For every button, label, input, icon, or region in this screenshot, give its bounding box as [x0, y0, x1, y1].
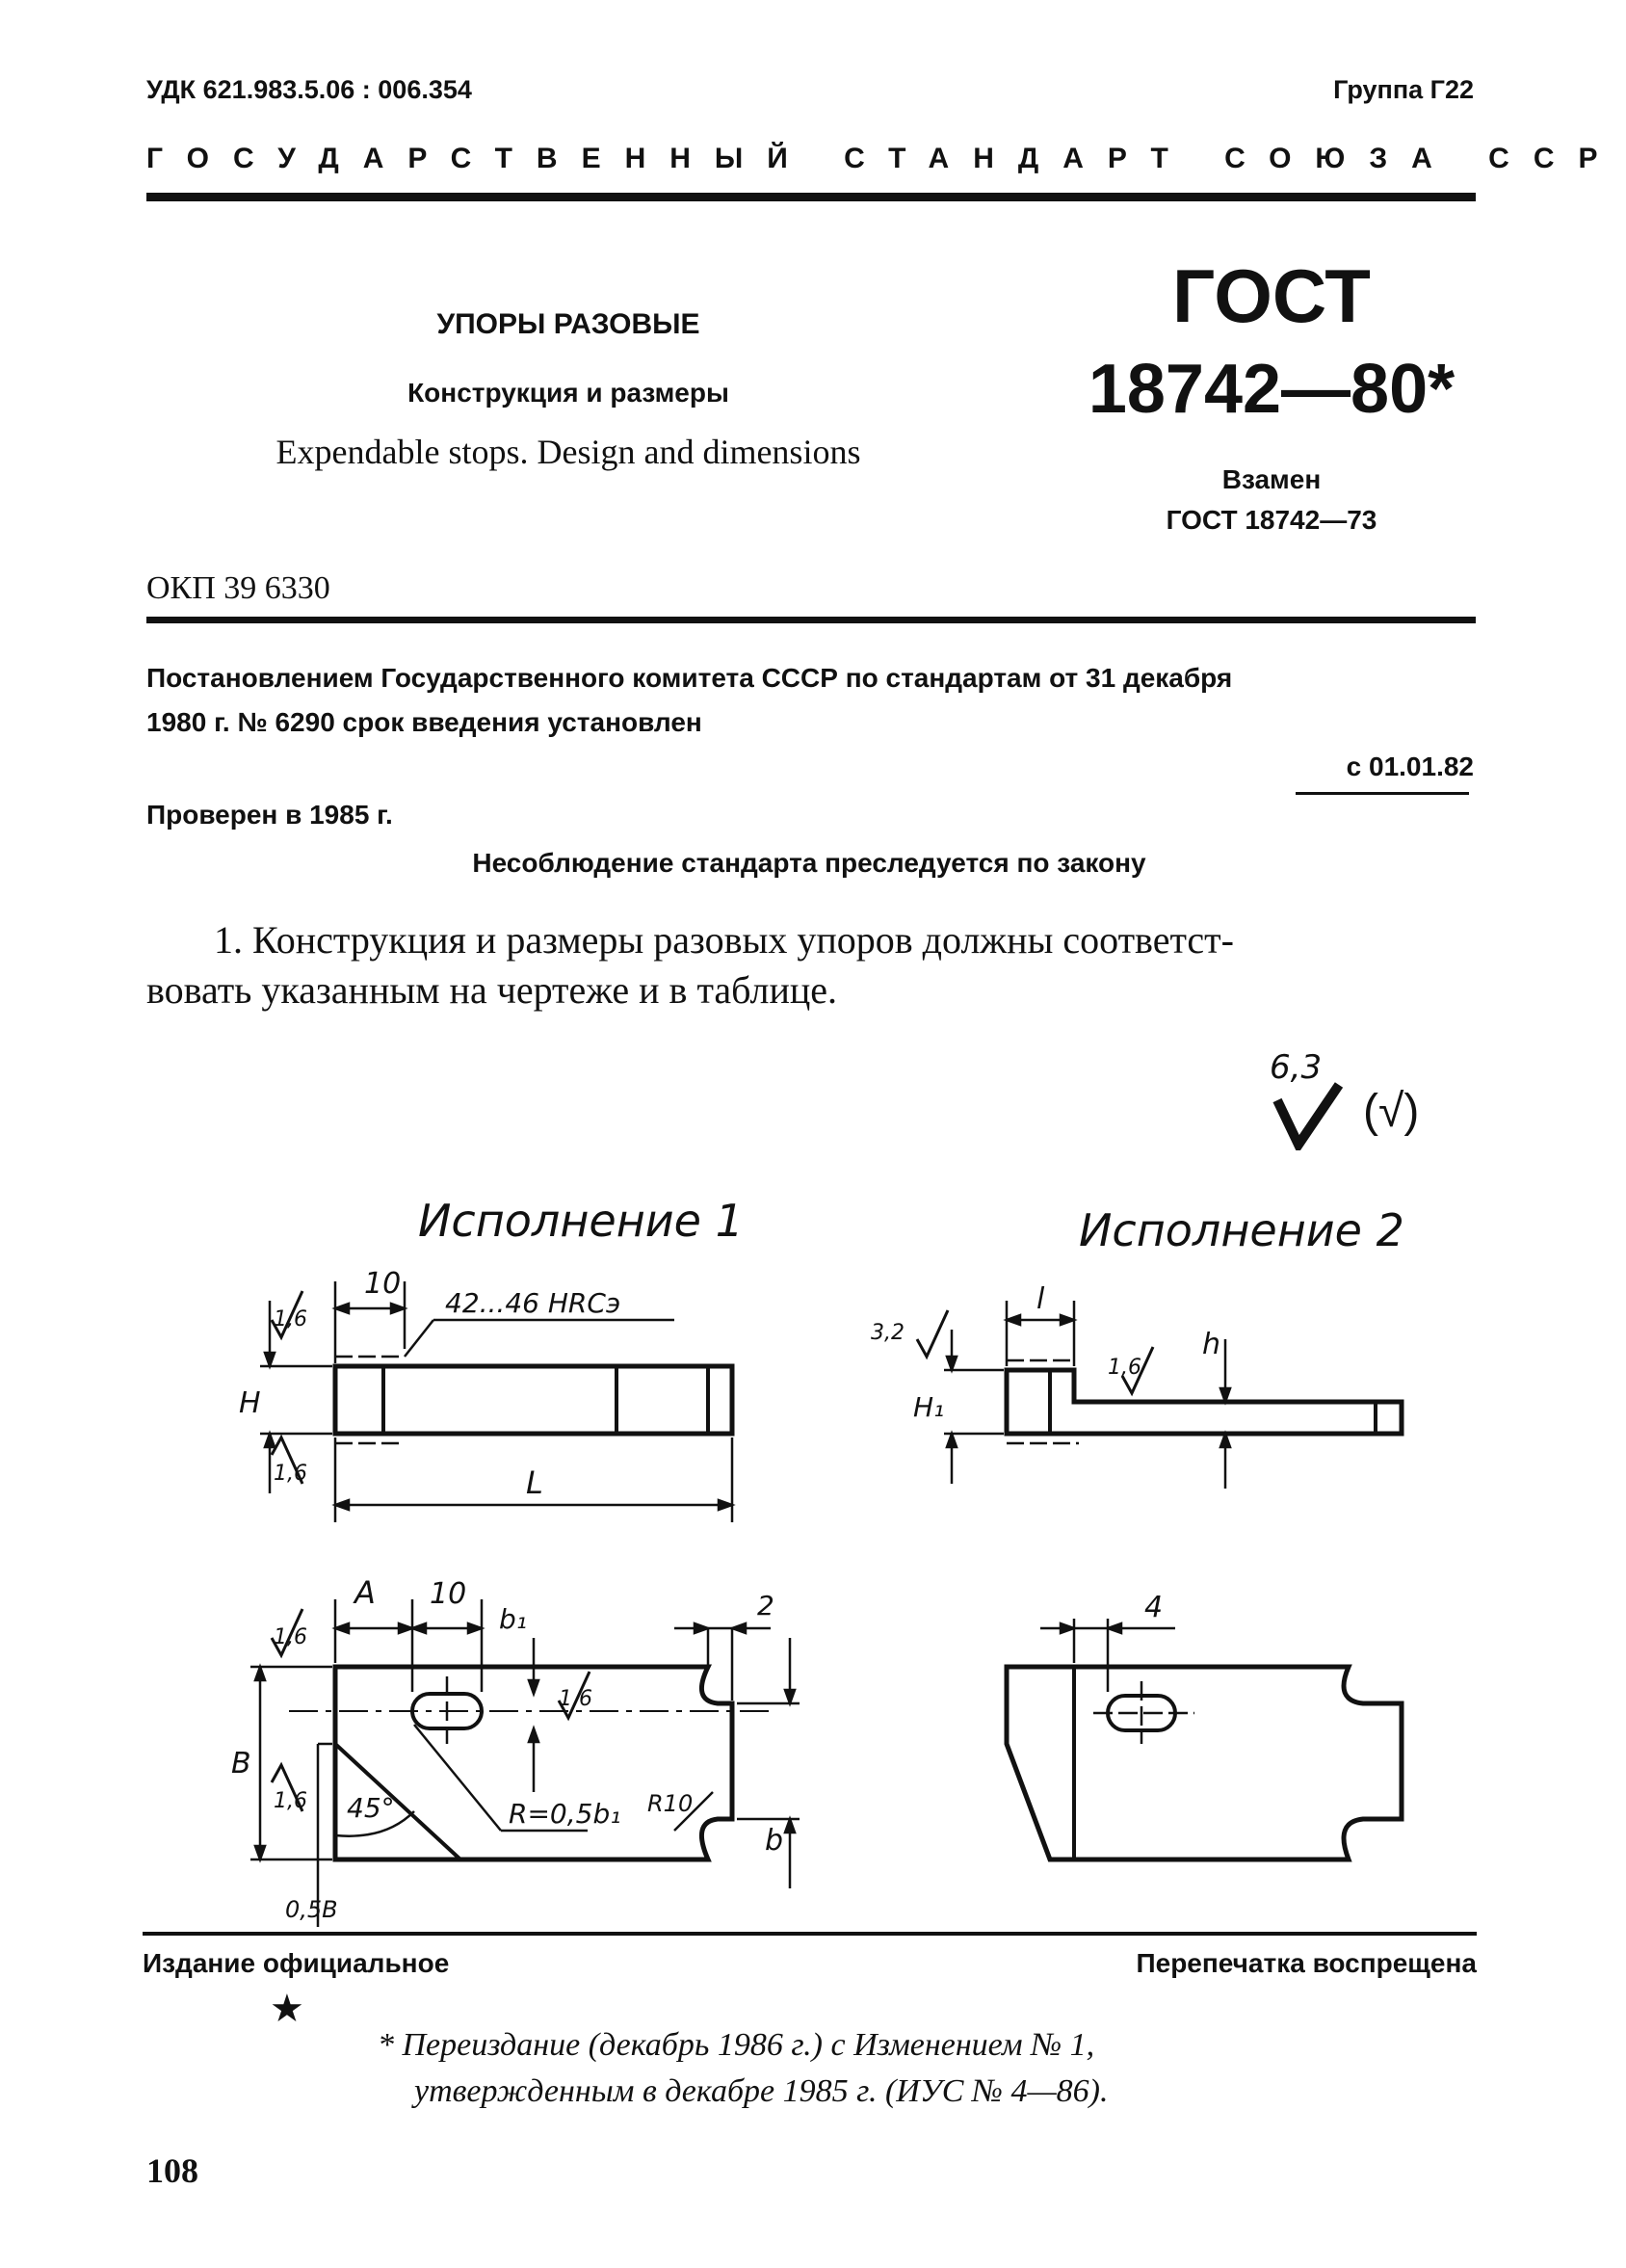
dim-A: A	[354, 1574, 376, 1611]
rough-v1-top-view-bottom: 1,6	[274, 1789, 307, 1813]
reprint-prohibited: Перепечатка воспрещена	[1136, 1948, 1477, 1978]
v2-top-body	[1007, 1667, 1402, 1859]
angle-45: 45°	[347, 1792, 395, 1824]
paragraph-line2: вовать указанным на чертеже и в таблице.	[146, 968, 838, 1012]
footer-rule	[143, 1932, 1477, 1936]
paragraph-line1: 1. Конструкция и размеры разовых упоров должны соответст-	[214, 918, 1234, 962]
dim-10-top: 10	[364, 1267, 402, 1301]
replaces-label: Взамен	[1221, 464, 1322, 494]
v2-side-body	[1007, 1370, 1402, 1434]
decree-text-line1: Постановлением Государственного комитета СССР по стандартам от 31 декабря	[146, 663, 1233, 693]
rough-v2-16: 1,6	[1108, 1356, 1141, 1380]
rough-v1-top: 1,6	[274, 1307, 307, 1332]
reissue-note-line2: утвержденным в декабре 1985 г. (ИУС № 4—86).	[414, 2073, 1109, 2109]
state-standard-banner: ГОСУДАРСТВЕННЫЙ СТАНДАРТ СОЮЗА ССР	[146, 143, 1622, 174]
gost-number: 18742—80*	[1088, 351, 1456, 428]
okp-code: ОКП 39 6330	[146, 570, 330, 606]
effective-date: с 01.01.82	[1346, 752, 1474, 781]
reissue-note-line1: * Переиздание (декабрь 1986 г.) с Изменением № 1,	[378, 2027, 1095, 2063]
standard-title: УПОРЫ РАЗОВЫЕ	[436, 308, 700, 340]
star-icon: ★	[270, 1988, 304, 2030]
v1-side-body	[335, 1366, 732, 1434]
official-edition: Издание официальное	[143, 1948, 450, 1978]
dim-4: 4	[1144, 1591, 1164, 1624]
dim-b1: b₁	[499, 1603, 527, 1635]
dim-10-bottom: 10	[430, 1577, 467, 1611]
dim-05B: 0,5B	[285, 1896, 338, 1923]
standard-subtitle: Конструкция и размеры	[407, 378, 729, 408]
checked-year: Проверен в 1985 г.	[146, 800, 393, 830]
variant-1-label: Исполнение 1	[418, 1195, 744, 1247]
dim-2: 2	[757, 1590, 774, 1622]
english-title: Expendable stops. Design and dimensions	[275, 433, 861, 471]
variant-2-label: Исполнение 2	[1079, 1204, 1404, 1256]
decree-text-line2: 1980 г. № 6290 срок введения установлен	[146, 707, 702, 737]
dim-h: h	[1202, 1328, 1221, 1361]
page-number: 108	[146, 2151, 198, 2190]
radius-10: R10	[647, 1790, 694, 1817]
roughness-paren: (√)	[1363, 1086, 1420, 1137]
dim-b: b	[765, 1824, 784, 1858]
hardness-label: 42...46 HRCэ	[445, 1287, 621, 1319]
rough-v1-top-view-top: 1,6	[274, 1625, 307, 1649]
rough-v2-32: 3,2	[871, 1321, 905, 1345]
legal-warning: Несоблюдение стандарта преследуется по закону	[472, 848, 1146, 878]
dim-l: l	[1036, 1282, 1045, 1316]
group-code: Группа Г22	[1333, 75, 1474, 104]
dim-L: L	[526, 1464, 543, 1501]
dim-H: H	[239, 1386, 261, 1420]
radius-label: R=0,5b₁	[509, 1798, 621, 1830]
udk-code: УДК 621.983.5.06 : 006.354	[146, 75, 472, 104]
roughness-value: 6,3	[1270, 1048, 1323, 1087]
dim-B: B	[231, 1747, 251, 1780]
rough-v1-bottom: 1,6	[274, 1462, 307, 1486]
replaces-number: ГОСТ 18742—73	[1166, 505, 1377, 535]
rough-v1-slot: 1,6	[559, 1687, 592, 1711]
gost-label: ГОСТ	[1172, 253, 1371, 338]
dim-H1: H₁	[913, 1391, 945, 1423]
